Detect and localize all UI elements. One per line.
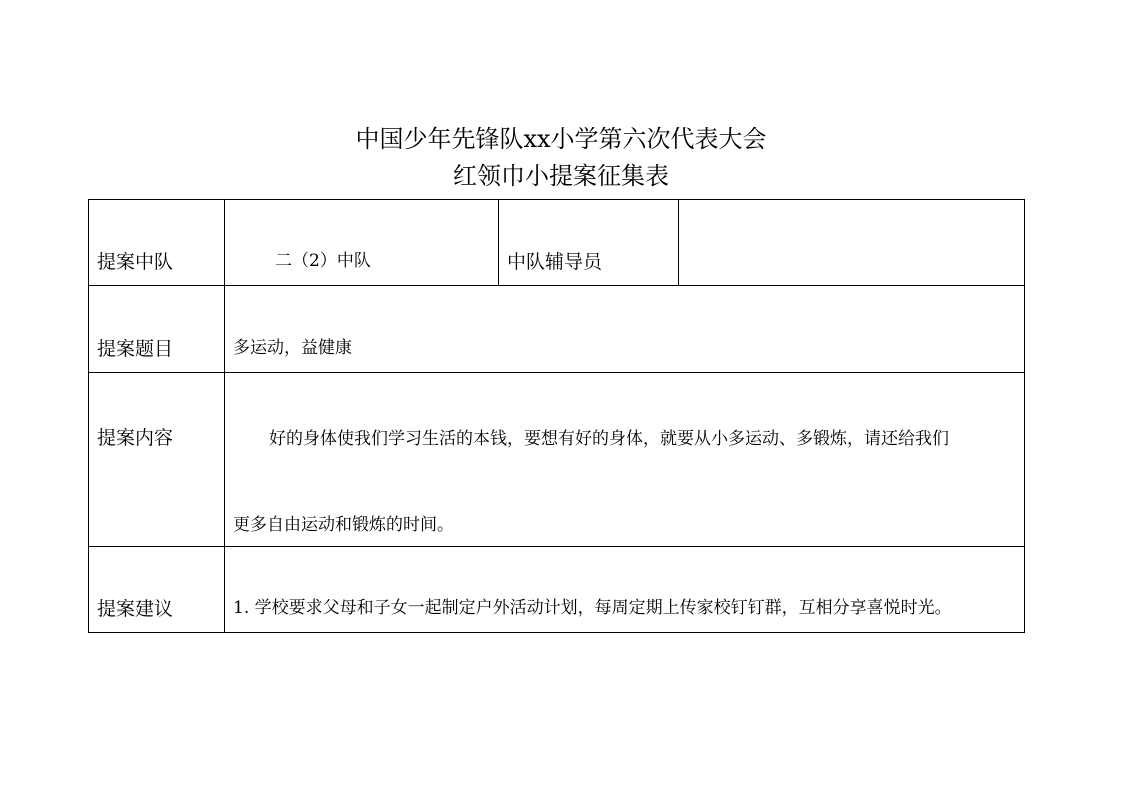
counselor-label: 中队辅导员 (499, 200, 679, 286)
topic-value: 多运动，益健康 (225, 286, 1025, 373)
row-suggestion (89, 547, 1025, 633)
content-label: 提案内容 (89, 373, 225, 547)
content-line-2: 更多自由运动和锻炼的时间。 (233, 515, 454, 535)
suggestion-value: 1. 学校要求父母和子女一起制定户外活动计划，每周定期上传家校钉钉群，互相分享喜悦时光。 (225, 547, 1025, 633)
counselor-value (679, 200, 1025, 286)
document-title (0, 121, 1122, 195)
squad-value: 二（2）中队 (225, 200, 499, 286)
title-line-2: 红领巾小提案征集表 (453, 162, 669, 190)
row-topic (89, 286, 1025, 373)
topic-label: 提案题目 (89, 286, 225, 373)
content-line-1: 好的身体使我们学习生活的本钱，要想有好的身体，就要从小多运动、多锻炼，请还给我们 (269, 429, 949, 449)
row-squad (89, 200, 1025, 286)
title-line-1: 中国少年先锋队xx小学第六次代表大会 (355, 125, 767, 153)
suggestion-label: 提案建议 (89, 547, 225, 633)
row-content (89, 373, 1025, 547)
squad-label: 提案中队 (89, 200, 225, 286)
proposal-form-table (88, 199, 1025, 633)
content-cell (225, 373, 1025, 547)
